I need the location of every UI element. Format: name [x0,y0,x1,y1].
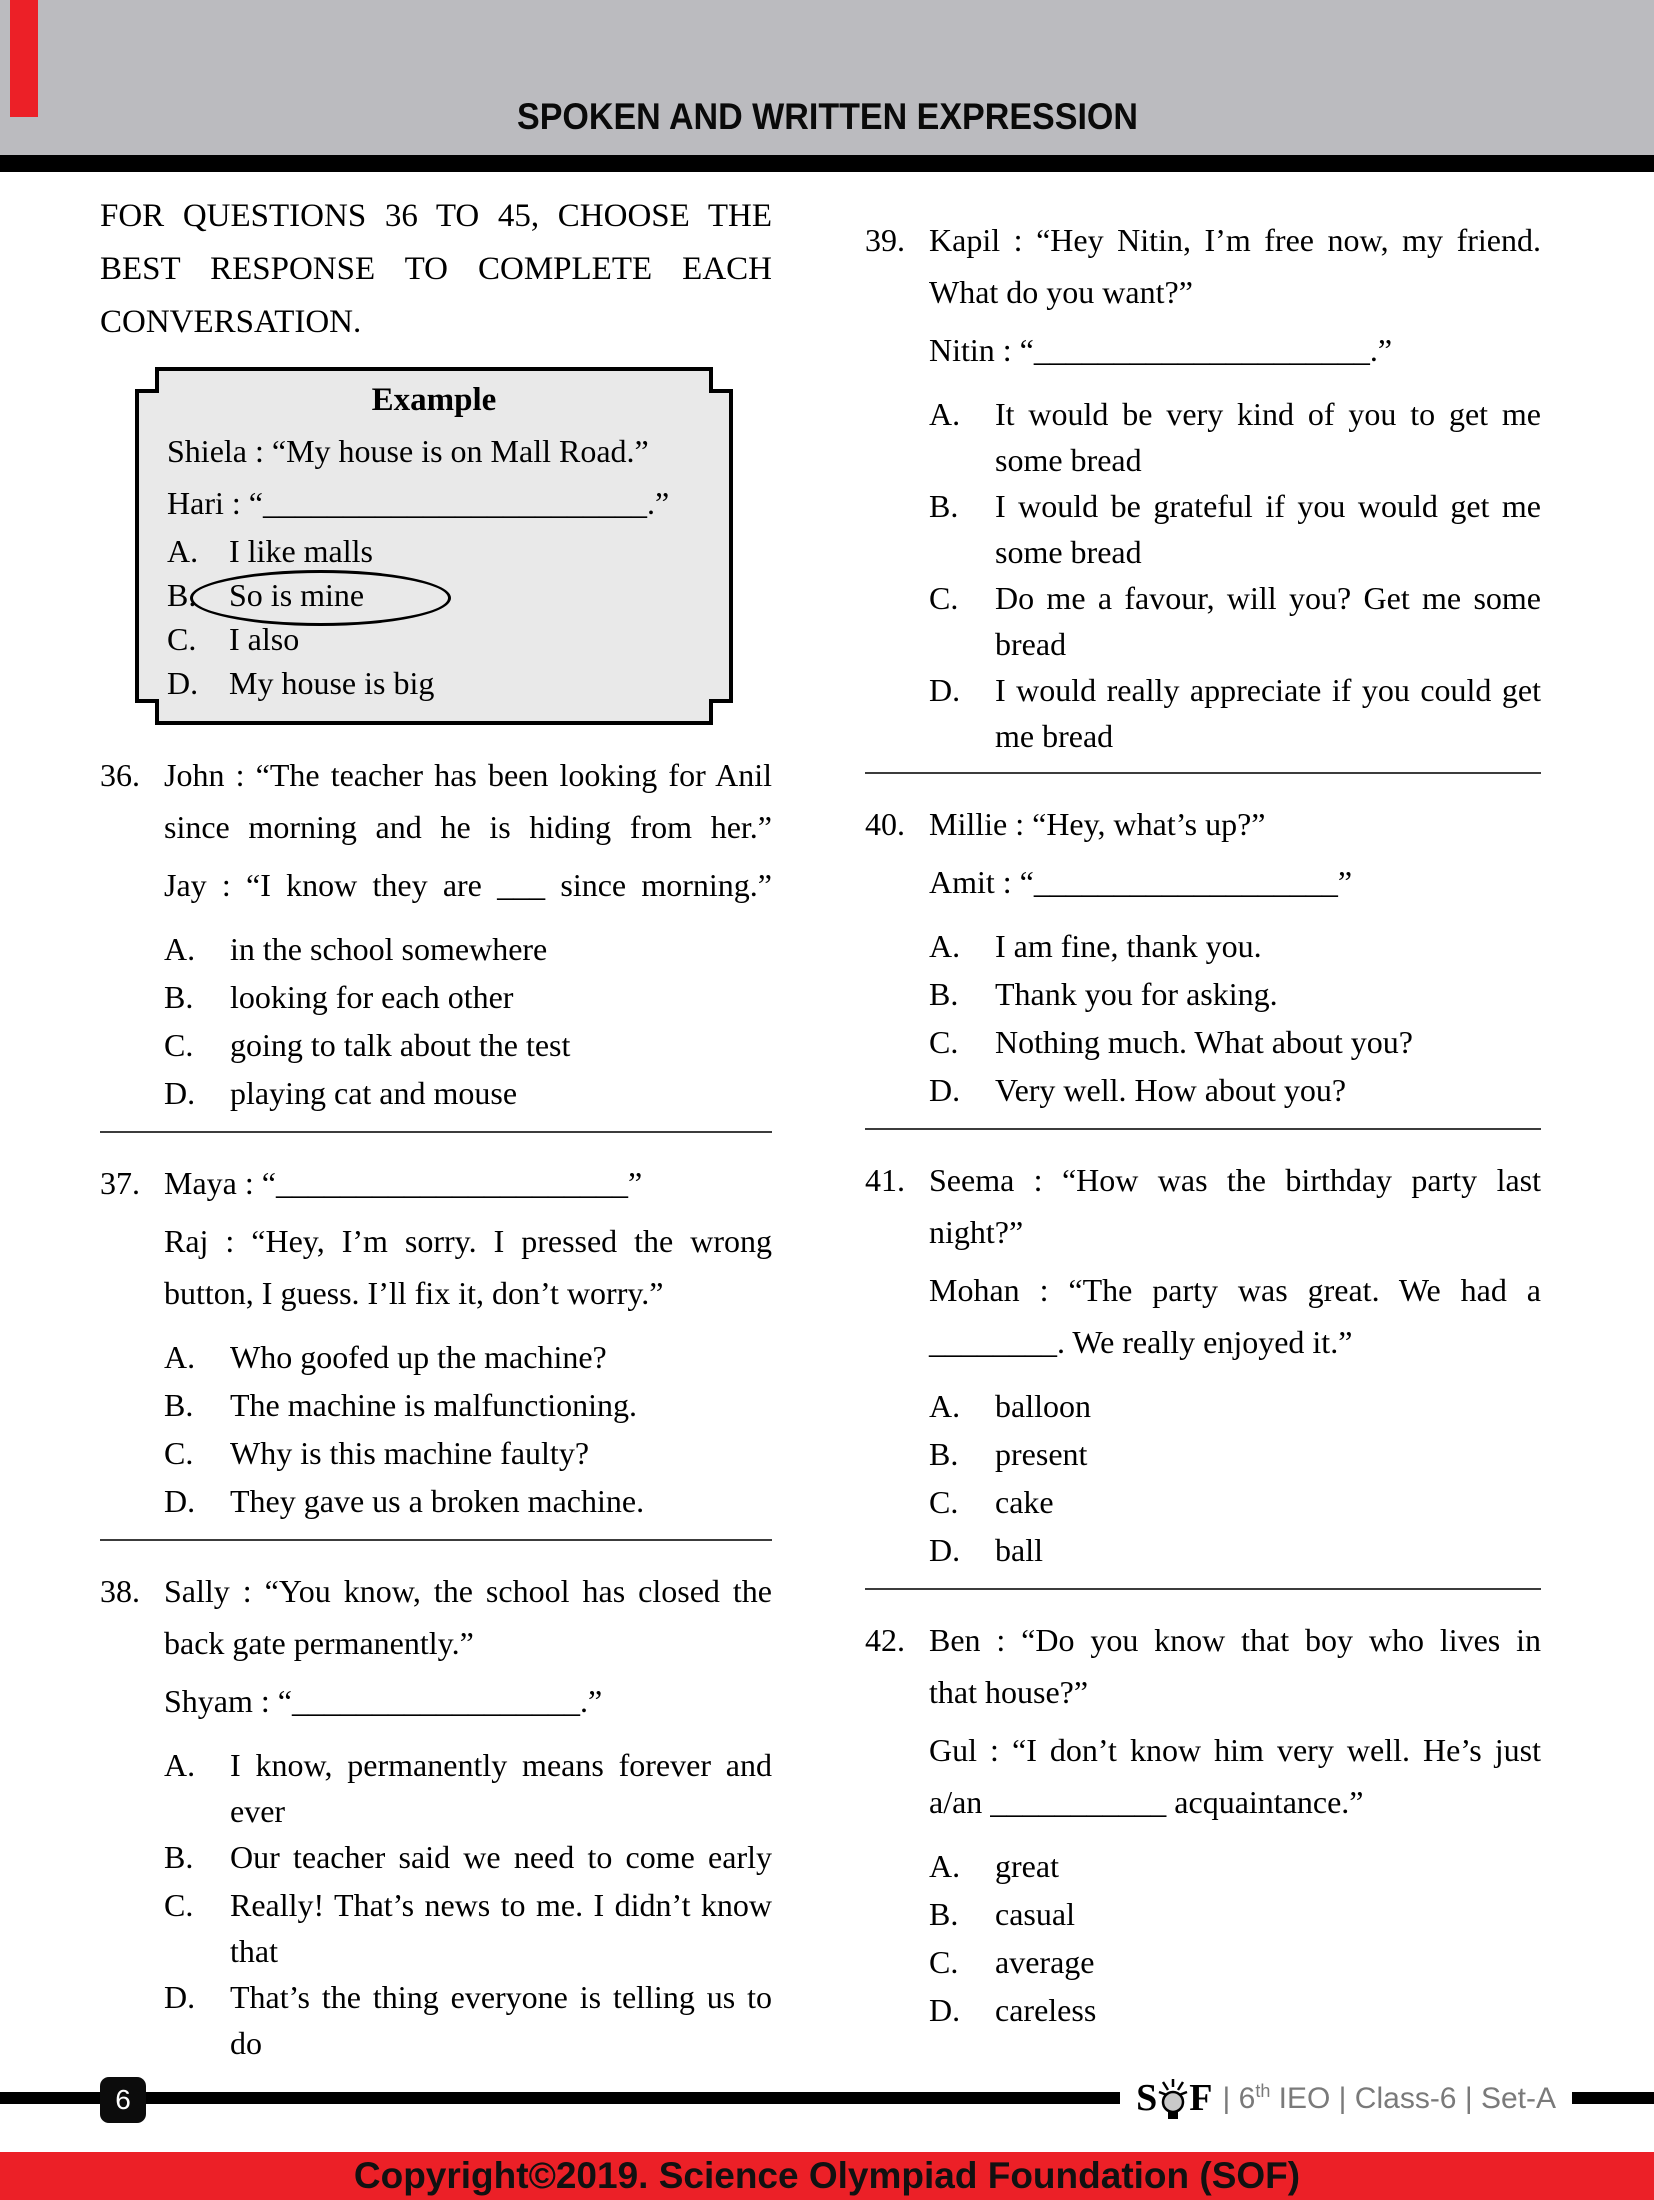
option-line [100,1477,772,1525]
example-option [135,661,733,705]
right-column [865,190,1541,2034]
dialogue-line [865,1316,1541,1368]
option-letter: A. [164,931,196,967]
option-line [865,482,1541,530]
option-line [865,1066,1541,1114]
option-text: going to talk about the test [230,1027,571,1063]
example-dialogue-line: Shiela : “My house is on Mall Road.” [167,433,649,469]
sof-logo-s: S [1136,2077,1158,2119]
option-text: I know, permanently means forever and [230,1747,772,1783]
option-text: The machine is malfunctioning. [230,1387,637,1423]
red-accent-bar [10,0,38,117]
line-text: do [230,2025,262,2061]
question-first-line [865,798,1541,850]
line-text: What do you want?” [929,274,1193,310]
example-option [135,529,733,573]
question [100,749,772,1117]
option-line [100,1381,772,1429]
question-number: 37. [100,1165,140,1201]
line-text: Raj : “Hey, I’m sorry. I pressed the wrong [164,1223,772,1259]
line-text: Sally : “You know, the school has closed the [164,1573,772,1609]
option-text: Who goofed up the machine? [230,1339,607,1375]
option-text: Nothing much. What about you? [995,1024,1413,1060]
option-letter: C. [929,1484,959,1520]
line-text: Gul : “I don’t know him very well. He’s just [929,1732,1541,1768]
option-letter: D. [164,1483,196,1519]
question-first-line [100,1565,772,1617]
example-box [135,367,733,725]
option-continuation [865,438,1541,482]
option-letter: C. [167,621,197,657]
option-letter: A. [929,1848,961,1884]
option-letter: C. [164,1435,194,1471]
option-letter: B. [929,976,959,1012]
option-text: cake [995,1484,1054,1520]
dialogue-line [100,859,772,911]
option-letter: A. [929,928,961,964]
line-text: Amit : “___________________” [929,864,1353,900]
option-text: looking for each other [230,979,514,1015]
question-number: 39. [865,222,905,258]
question-first-line [865,214,1541,266]
example-title: Example [371,382,497,418]
option-text: So is mine [229,577,365,613]
option-text: My house is big [229,665,435,701]
question [865,1614,1541,2034]
question-divider [100,1131,772,1133]
example-option-answer [135,573,733,617]
questions-right [865,214,1541,2034]
option-letter: D. [929,1992,961,2028]
option-letter: A. [167,533,199,569]
line-text: Millie : “Hey, what’s up?” [929,806,1266,842]
question-divider [100,1539,772,1541]
question-first-line [100,749,772,801]
dialogue-line [865,1666,1541,1718]
option-text: I like malls [229,533,373,569]
line-text: a/an ___________ acquaintance.” [929,1784,1364,1820]
option-continuation [100,2021,772,2065]
line-text: Seema : “How was the birthday party last [929,1162,1541,1198]
option-line [865,1382,1541,1430]
option-letter: B. [929,488,959,524]
option-text: present [995,1436,1088,1472]
option-line [865,1526,1541,1574]
line-text: button, I guess. I’ll fix it, don’t worry.” [164,1275,664,1311]
line-text: Mohan : “The party was great. We had a [929,1272,1541,1308]
footer-meta [1223,2081,1557,2116]
option-letter: D. [929,1072,961,1108]
footer-brand [1120,2070,1572,2126]
option-line [100,1741,772,1789]
dialogue-line [100,1215,772,1267]
option-line [100,1429,772,1477]
option-line [865,390,1541,438]
question-number: 42. [865,1622,905,1658]
option-letter: D. [929,672,961,708]
option-continuation [865,714,1541,758]
line-text: Shyam : “__________________.” [164,1683,603,1719]
option-letter: C. [164,1887,194,1923]
option-line [865,922,1541,970]
option-text: Our teacher said we need to come early [230,1839,772,1875]
option-text: Very well. How about you? [995,1072,1347,1108]
line-text: some bread [995,442,1142,478]
option-letter: B. [929,1436,959,1472]
line-text: some bread [995,534,1142,570]
copyright-strip [0,2152,1654,2200]
option-text: They gave us a broken machine. [230,1483,645,1519]
option-letter: D. [164,1979,196,2015]
line-text: that house?” [929,1674,1089,1710]
option-line [100,1833,772,1881]
page-title [0,96,1654,138]
dialogue-line [865,1206,1541,1258]
option-line [100,1881,772,1929]
option-letter: D. [929,1532,961,1568]
option-line [865,574,1541,622]
option-letter: B. [929,1896,959,1932]
option-line [100,925,772,973]
option-text: Really! That’s news to me. I didn’t know [230,1887,772,1923]
option-line [865,1938,1541,1986]
line-text: ________. We really enjoyed it.” [929,1324,1353,1360]
line-text: Kapil : “Hey Nitin, I’m free now, my friend. [929,222,1541,258]
option-text: great [995,1848,1059,1884]
option-letter: B. [164,1839,194,1875]
question-divider [865,772,1541,774]
option-letter: C. [929,580,959,616]
question [865,214,1541,758]
option-text: I am fine, thank you. [995,928,1262,964]
question [865,798,1541,1114]
instructions-block [100,190,772,349]
option-text: Thank you for asking. [995,976,1278,1012]
option-line [100,1069,772,1117]
example-dialogue-line: Hari : “________________________.” [167,485,670,521]
question-number: 41. [865,1162,905,1198]
line-text: John : “The teacher has been looking for Anil [164,757,772,793]
option-line [100,1021,772,1069]
line-text: me bread [995,718,1114,754]
option-letter: C. [164,1027,194,1063]
option-continuation [865,622,1541,666]
dialogue-line [100,1617,772,1669]
question-number: 36. [100,757,140,793]
option-text: ball [995,1532,1043,1568]
footer-meta-sup: th [1255,2080,1271,2101]
dialogue-line [100,1267,772,1319]
option-text: balloon [995,1388,1091,1424]
option-text: casual [995,1896,1075,1932]
instruction-line: FOR QUESTIONS 36 TO 45, CHOOSE THE [100,198,772,234]
line-text: bread [995,626,1067,662]
line-text: Nitin : “_____________________.” [929,332,1393,368]
option-continuation [100,1929,772,1973]
option-text: Why is this machine faulty? [230,1435,590,1471]
line-text: Jay : “I know they are ___ since morning.” [164,867,772,903]
line-text: ever [230,1793,286,1829]
option-text: I would be grateful if you would get me [995,488,1541,524]
option-continuation [865,530,1541,574]
header-rule [0,155,1654,172]
option-line [100,1333,772,1381]
page-number-badge: 6 [100,2077,146,2123]
line-text: back gate permanently.” [164,1625,474,1661]
left-column [100,190,772,2065]
option-text: average [995,1944,1095,1980]
line-text: Maya : “______________________” [164,1165,643,1201]
instruction-line: BEST RESPONSE TO COMPLETE EACH [100,251,772,287]
option-line [865,1842,1541,1890]
option-line [865,970,1541,1018]
option-letter: A. [929,396,961,432]
line-text: night?” [929,1214,1024,1250]
option-letter: B. [164,1387,194,1423]
page-title-text: SPOKEN AND WRITTEN EXPRESSION [516,96,1138,137]
option-line [100,1973,772,2021]
example-option [135,617,733,661]
question-number: 38. [100,1573,140,1609]
dialogue-line [100,1675,772,1727]
bulb-icon [1158,2078,1188,2122]
option-letter: C. [929,1024,959,1060]
sof-logo-f: F [1189,2077,1213,2119]
instruction-line: CONVERSATION. [100,304,362,340]
example-content [135,367,733,705]
footer-meta-exam: | 6 [1222,2081,1256,2115]
option-text: It would be very kind of you to get me [995,396,1541,432]
option-text: I would really appreciate if you could get [995,672,1541,708]
question [100,1565,772,2065]
option-letter: A. [929,1388,961,1424]
dialogue-line [865,1264,1541,1316]
option-letter: B. [164,979,194,1015]
option-line [865,1986,1541,2034]
dialogue-line [865,856,1541,908]
option-text: careless [995,1992,1097,2028]
line-text: that [230,1933,278,1969]
option-text: I also [229,621,300,657]
option-text: Do me a favour, will you? Get me some [995,580,1541,616]
option-letter: C. [929,1944,959,1980]
option-letter: A. [164,1339,196,1375]
dialogue-line [865,266,1541,318]
question-first-line [865,1154,1541,1206]
footer-meta-rest: IEO | Class-6 | Set-A [1270,2081,1556,2115]
question-divider [865,1128,1541,1130]
dialogue-line [865,324,1541,376]
question [100,1157,772,1525]
option-line [865,1890,1541,1938]
option-continuation [100,1789,772,1833]
option-line [100,973,772,1021]
question-number: 40. [865,806,905,842]
dialogue-line [865,1724,1541,1776]
option-letter: A. [164,1747,196,1783]
option-text: in the school somewhere [230,931,548,967]
dialogue-line [100,801,772,853]
question-divider [865,1588,1541,1590]
option-line [865,1430,1541,1478]
dialogue-line [865,1776,1541,1828]
copyright-text: Copyright©2019. Science Olympiad Foundation (SOF) [353,2155,1301,2196]
option-text: playing cat and mouse [230,1075,518,1111]
option-letter: D. [164,1075,196,1111]
questions-left [100,749,772,2065]
option-line [865,1478,1541,1526]
question-first-line [865,1614,1541,1666]
option-letter: D. [167,665,199,701]
question-first-line [100,1157,772,1209]
question [865,1154,1541,1574]
option-line [865,666,1541,714]
option-text: That’s the thing everyone is telling us to [230,1979,772,2015]
line-text: Ben : “Do you know that boy who lives in [929,1622,1541,1658]
line-text: since morning and he is hiding from her.” [164,809,772,845]
option-line [865,1018,1541,1066]
option-letter: B. [167,577,197,613]
